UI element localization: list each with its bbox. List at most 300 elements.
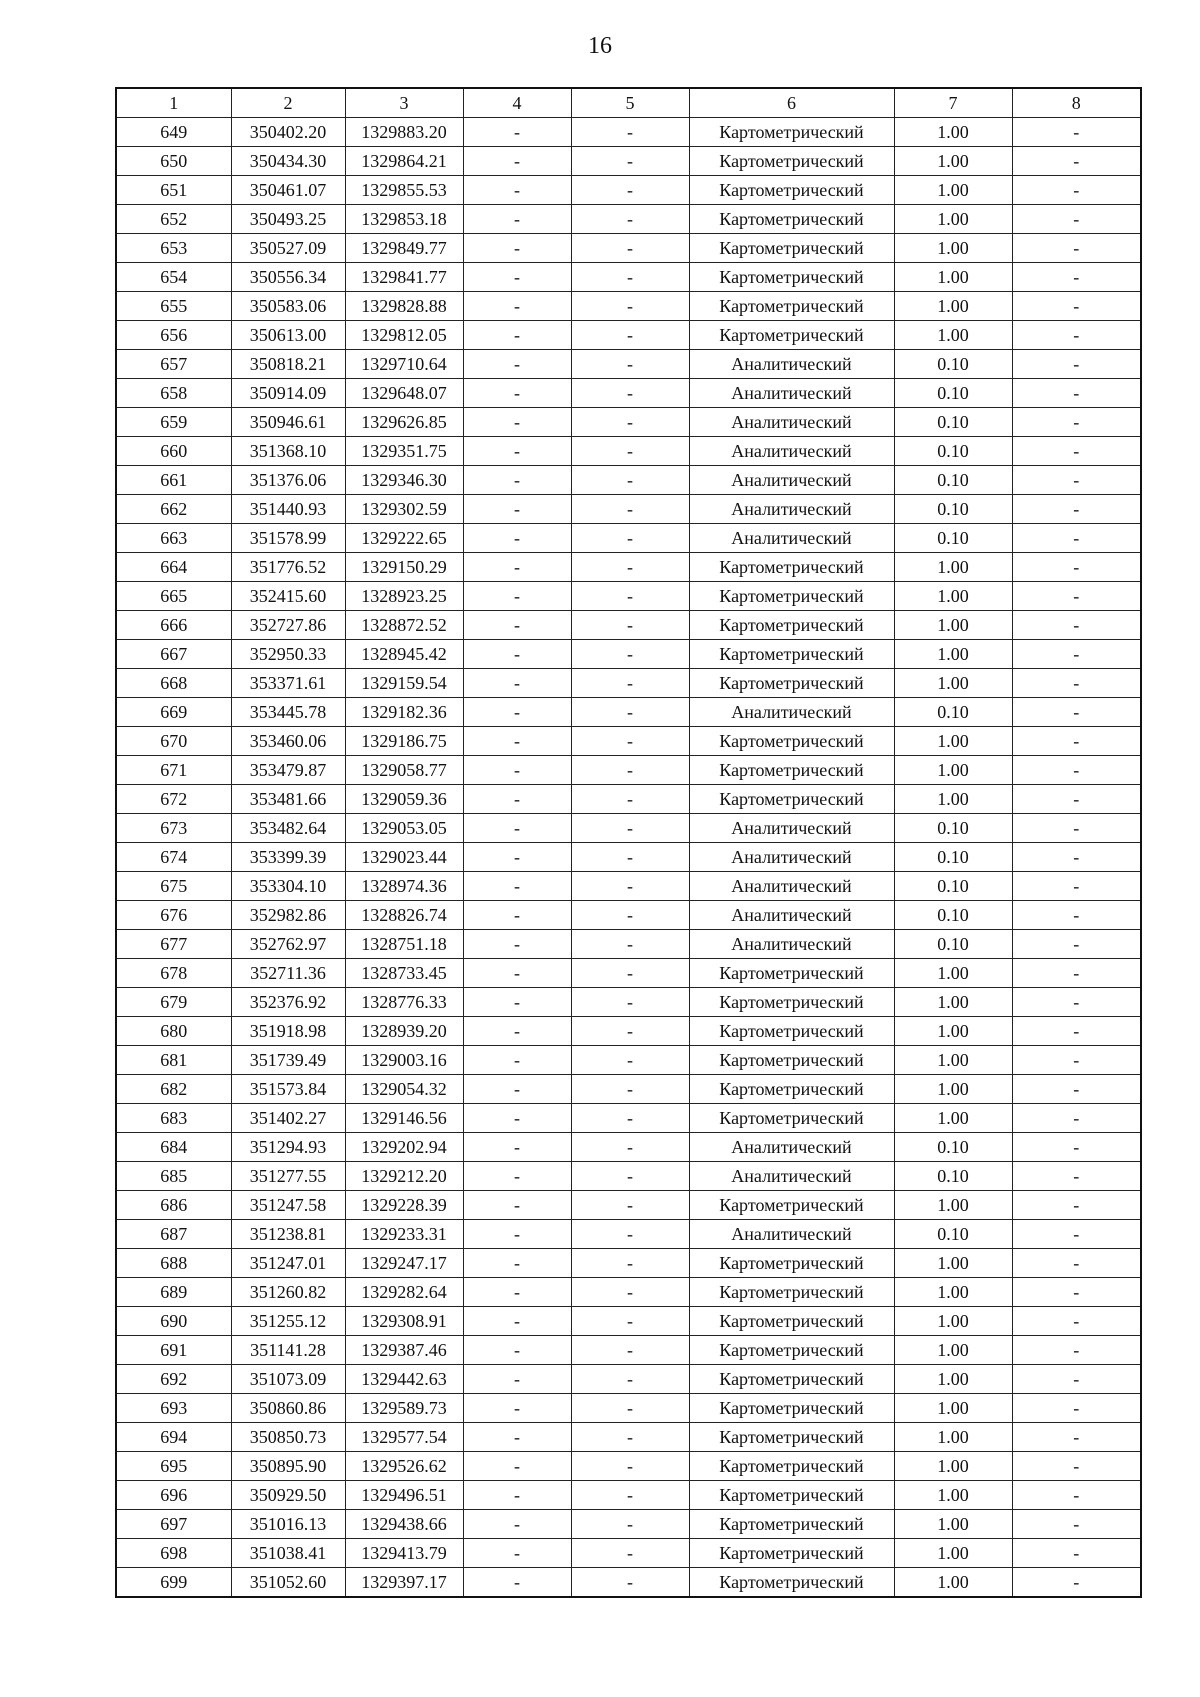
accuracy-cell: 1.00 [894, 1423, 1012, 1452]
x-coordinate-cell: 350929.50 [231, 1481, 345, 1510]
point-number-cell: 677 [116, 930, 231, 959]
y-coordinate-cell: 1329883.20 [345, 118, 463, 147]
col4-cell: - [463, 988, 571, 1017]
y-coordinate-cell: 1329146.56 [345, 1104, 463, 1133]
col5-cell: - [571, 234, 689, 263]
y-coordinate-cell: 1328974.36 [345, 872, 463, 901]
col4-cell: - [463, 785, 571, 814]
col8-cell: - [1012, 379, 1141, 408]
accuracy-cell: 1.00 [894, 1278, 1012, 1307]
col5-cell: - [571, 1539, 689, 1568]
col4-cell: - [463, 379, 571, 408]
point-number-cell: 683 [116, 1104, 231, 1133]
method-cell: Картометрический [689, 1336, 894, 1365]
method-cell: Картометрический [689, 1452, 894, 1481]
col4-cell: - [463, 1307, 571, 1336]
accuracy-cell: 0.10 [894, 495, 1012, 524]
method-cell: Картометрический [689, 1423, 894, 1452]
table-row [116, 1278, 1141, 1307]
col4-cell: - [463, 959, 571, 988]
accuracy-cell: 0.10 [894, 1162, 1012, 1191]
point-number-cell: 676 [116, 901, 231, 930]
y-coordinate-cell: 1329397.17 [345, 1568, 463, 1598]
method-cell: Картометрический [689, 553, 894, 582]
col8-cell: - [1012, 350, 1141, 379]
point-number-cell: 669 [116, 698, 231, 727]
accuracy-cell: 1.00 [894, 669, 1012, 698]
y-coordinate-cell: 1329023.44 [345, 843, 463, 872]
y-coordinate-cell: 1329589.73 [345, 1394, 463, 1423]
col8-cell: - [1012, 901, 1141, 930]
col4-cell: - [463, 872, 571, 901]
x-coordinate-cell: 352950.33 [231, 640, 345, 669]
col8-cell: - [1012, 1510, 1141, 1539]
table-row [116, 234, 1141, 263]
col5-cell: - [571, 1452, 689, 1481]
col5-cell: - [571, 843, 689, 872]
y-coordinate-cell: 1329054.32 [345, 1075, 463, 1104]
x-coordinate-cell: 351578.99 [231, 524, 345, 553]
method-cell: Аналитический [689, 698, 894, 727]
col8-cell: - [1012, 1307, 1141, 1336]
accuracy-cell: 0.10 [894, 901, 1012, 930]
x-coordinate-cell: 352415.60 [231, 582, 345, 611]
col8-cell: - [1012, 147, 1141, 176]
col8-cell: - [1012, 988, 1141, 1017]
col8-cell: - [1012, 292, 1141, 321]
col5-cell: - [571, 1481, 689, 1510]
col8-cell: - [1012, 1075, 1141, 1104]
col5-cell: - [571, 408, 689, 437]
x-coordinate-cell: 350556.34 [231, 263, 345, 292]
accuracy-cell: 1.00 [894, 988, 1012, 1017]
accuracy-cell: 0.10 [894, 698, 1012, 727]
x-coordinate-cell: 350461.07 [231, 176, 345, 205]
col4-cell: - [463, 321, 571, 350]
point-number-cell: 658 [116, 379, 231, 408]
col4-cell: - [463, 1568, 571, 1598]
col4-cell: - [463, 1162, 571, 1191]
y-coordinate-cell: 1329710.64 [345, 350, 463, 379]
table-row [116, 1307, 1141, 1336]
accuracy-cell: 1.00 [894, 1539, 1012, 1568]
accuracy-cell: 1.00 [894, 1510, 1012, 1539]
table-row [116, 1365, 1141, 1394]
method-cell: Аналитический [689, 1220, 894, 1249]
x-coordinate-cell: 353460.06 [231, 727, 345, 756]
point-number-cell: 649 [116, 118, 231, 147]
point-number-cell: 696 [116, 1481, 231, 1510]
table-row [116, 1162, 1141, 1191]
col5-cell: - [571, 1423, 689, 1452]
col4-cell: - [463, 118, 571, 147]
column-header: 6 [689, 88, 894, 118]
y-coordinate-cell: 1328939.20 [345, 1017, 463, 1046]
accuracy-cell: 0.10 [894, 930, 1012, 959]
method-cell: Картометрический [689, 582, 894, 611]
y-coordinate-cell: 1329003.16 [345, 1046, 463, 1075]
y-coordinate-cell: 1329302.59 [345, 495, 463, 524]
col8-cell: - [1012, 1104, 1141, 1133]
accuracy-cell: 1.00 [894, 727, 1012, 756]
col5-cell: - [571, 495, 689, 524]
point-number-cell: 662 [116, 495, 231, 524]
y-coordinate-cell: 1329841.77 [345, 263, 463, 292]
x-coordinate-cell: 351376.06 [231, 466, 345, 495]
table-row [116, 1133, 1141, 1162]
method-cell: Картометрический [689, 1307, 894, 1336]
col8-cell: - [1012, 611, 1141, 640]
accuracy-cell: 1.00 [894, 1394, 1012, 1423]
col5-cell: - [571, 176, 689, 205]
table-row [116, 988, 1141, 1017]
y-coordinate-cell: 1329059.36 [345, 785, 463, 814]
x-coordinate-cell: 351038.41 [231, 1539, 345, 1568]
accuracy-cell: 1.00 [894, 263, 1012, 292]
column-header: 7 [894, 88, 1012, 118]
point-number-cell: 686 [116, 1191, 231, 1220]
table-row [116, 727, 1141, 756]
method-cell: Картометрический [689, 321, 894, 350]
table-row [116, 1191, 1141, 1220]
col8-cell: - [1012, 437, 1141, 466]
col4-cell: - [463, 408, 571, 437]
y-coordinate-cell: 1329308.91 [345, 1307, 463, 1336]
col4-cell: - [463, 1017, 571, 1046]
col8-cell: - [1012, 118, 1141, 147]
point-number-cell: 689 [116, 1278, 231, 1307]
method-cell: Картометрический [689, 611, 894, 640]
y-coordinate-cell: 1329855.53 [345, 176, 463, 205]
col5-cell: - [571, 1365, 689, 1394]
point-number-cell: 699 [116, 1568, 231, 1598]
accuracy-cell: 1.00 [894, 176, 1012, 205]
y-coordinate-cell: 1329222.65 [345, 524, 463, 553]
col4-cell: - [463, 727, 571, 756]
x-coordinate-cell: 350895.90 [231, 1452, 345, 1481]
col8-cell: - [1012, 1481, 1141, 1510]
col4-cell: - [463, 1249, 571, 1278]
col8-cell: - [1012, 640, 1141, 669]
col5-cell: - [571, 611, 689, 640]
x-coordinate-cell: 350613.00 [231, 321, 345, 350]
table-row [116, 321, 1141, 350]
accuracy-cell: 0.10 [894, 1133, 1012, 1162]
col4-cell: - [463, 756, 571, 785]
col8-cell: - [1012, 321, 1141, 350]
x-coordinate-cell: 351073.09 [231, 1365, 345, 1394]
col5-cell: - [571, 437, 689, 466]
accuracy-cell: 1.00 [894, 785, 1012, 814]
point-number-cell: 660 [116, 437, 231, 466]
point-number-cell: 651 [116, 176, 231, 205]
col5-cell: - [571, 1104, 689, 1133]
table-row [116, 1510, 1141, 1539]
accuracy-cell: 0.10 [894, 872, 1012, 901]
col8-cell: - [1012, 698, 1141, 727]
y-coordinate-cell: 1329058.77 [345, 756, 463, 785]
col4-cell: - [463, 1046, 571, 1075]
method-cell: Картометрический [689, 1249, 894, 1278]
col4-cell: - [463, 640, 571, 669]
point-number-cell: 692 [116, 1365, 231, 1394]
point-number-cell: 694 [116, 1423, 231, 1452]
x-coordinate-cell: 351016.13 [231, 1510, 345, 1539]
table-row [116, 495, 1141, 524]
table-row [116, 1452, 1141, 1481]
col4-cell: - [463, 669, 571, 698]
point-number-cell: 688 [116, 1249, 231, 1278]
column-header: 1 [116, 88, 231, 118]
x-coordinate-cell: 351277.55 [231, 1162, 345, 1191]
col5-cell: - [571, 553, 689, 582]
accuracy-cell: 1.00 [894, 640, 1012, 669]
method-cell: Картометрический [689, 1017, 894, 1046]
method-cell: Картометрический [689, 1278, 894, 1307]
y-coordinate-cell: 1328733.45 [345, 959, 463, 988]
col4-cell: - [463, 1191, 571, 1220]
y-coordinate-cell: 1329853.18 [345, 205, 463, 234]
point-number-cell: 665 [116, 582, 231, 611]
table-row [116, 553, 1141, 582]
accuracy-cell: 1.00 [894, 292, 1012, 321]
x-coordinate-cell: 351238.81 [231, 1220, 345, 1249]
col5-cell: - [571, 1278, 689, 1307]
table-row [116, 814, 1141, 843]
y-coordinate-cell: 1328751.18 [345, 930, 463, 959]
point-number-cell: 672 [116, 785, 231, 814]
col8-cell: - [1012, 843, 1141, 872]
x-coordinate-cell: 353479.87 [231, 756, 345, 785]
method-cell: Картометрический [689, 205, 894, 234]
method-cell: Аналитический [689, 495, 894, 524]
col4-cell: - [463, 350, 571, 379]
col5-cell: - [571, 901, 689, 930]
y-coordinate-cell: 1329247.17 [345, 1249, 463, 1278]
y-coordinate-cell: 1329648.07 [345, 379, 463, 408]
col4-cell: - [463, 205, 571, 234]
col5-cell: - [571, 1394, 689, 1423]
col4-cell: - [463, 611, 571, 640]
col8-cell: - [1012, 1452, 1141, 1481]
y-coordinate-cell: 1329053.05 [345, 814, 463, 843]
point-number-cell: 693 [116, 1394, 231, 1423]
method-cell: Картометрический [689, 1510, 894, 1539]
x-coordinate-cell: 350860.86 [231, 1394, 345, 1423]
col5-cell: - [571, 756, 689, 785]
method-cell: Аналитический [689, 1162, 894, 1191]
col8-cell: - [1012, 582, 1141, 611]
x-coordinate-cell: 351440.93 [231, 495, 345, 524]
col4-cell: - [463, 1278, 571, 1307]
table-row [116, 292, 1141, 321]
table-row [116, 756, 1141, 785]
accuracy-cell: 0.10 [894, 437, 1012, 466]
col4-cell: - [463, 466, 571, 495]
method-cell: Картометрический [689, 640, 894, 669]
col5-cell: - [571, 205, 689, 234]
col5-cell: - [571, 524, 689, 553]
table-row [116, 437, 1141, 466]
coordinates-table [115, 87, 1142, 1598]
col5-cell: - [571, 930, 689, 959]
method-cell: Картометрический [689, 959, 894, 988]
y-coordinate-cell: 1328826.74 [345, 901, 463, 930]
col5-cell: - [571, 1510, 689, 1539]
col5-cell: - [571, 872, 689, 901]
col5-cell: - [571, 1017, 689, 1046]
x-coordinate-cell: 351776.52 [231, 553, 345, 582]
col8-cell: - [1012, 1394, 1141, 1423]
method-cell: Картометрический [689, 147, 894, 176]
method-cell: Картометрический [689, 1046, 894, 1075]
table-row [116, 1568, 1141, 1598]
method-cell: Аналитический [689, 901, 894, 930]
col4-cell: - [463, 1539, 571, 1568]
col4-cell: - [463, 176, 571, 205]
col4-cell: - [463, 930, 571, 959]
point-number-cell: 655 [116, 292, 231, 321]
col5-cell: - [571, 1307, 689, 1336]
method-cell: Картометрический [689, 1075, 894, 1104]
table-row [116, 698, 1141, 727]
col4-cell: - [463, 553, 571, 582]
table-row [116, 1017, 1141, 1046]
col8-cell: - [1012, 727, 1141, 756]
col4-cell: - [463, 495, 571, 524]
col8-cell: - [1012, 872, 1141, 901]
y-coordinate-cell: 1329849.77 [345, 234, 463, 263]
accuracy-cell: 1.00 [894, 1046, 1012, 1075]
y-coordinate-cell: 1329233.31 [345, 1220, 463, 1249]
col8-cell: - [1012, 234, 1141, 263]
column-header: 3 [345, 88, 463, 118]
y-coordinate-cell: 1329577.54 [345, 1423, 463, 1452]
accuracy-cell: 1.00 [894, 1481, 1012, 1510]
col5-cell: - [571, 1133, 689, 1162]
table-row [116, 524, 1141, 553]
x-coordinate-cell: 351402.27 [231, 1104, 345, 1133]
x-coordinate-cell: 352762.97 [231, 930, 345, 959]
accuracy-cell: 1.00 [894, 234, 1012, 263]
y-coordinate-cell: 1328945.42 [345, 640, 463, 669]
table-row [116, 1394, 1141, 1423]
col5-cell: - [571, 350, 689, 379]
table-row [116, 785, 1141, 814]
y-coordinate-cell: 1329228.39 [345, 1191, 463, 1220]
col8-cell: - [1012, 1336, 1141, 1365]
table-row [116, 176, 1141, 205]
col8-cell: - [1012, 756, 1141, 785]
method-cell: Аналитический [689, 350, 894, 379]
accuracy-cell: 1.00 [894, 1307, 1012, 1336]
col8-cell: - [1012, 263, 1141, 292]
x-coordinate-cell: 351247.58 [231, 1191, 345, 1220]
point-number-cell: 675 [116, 872, 231, 901]
table-row [116, 582, 1141, 611]
point-number-cell: 652 [116, 205, 231, 234]
point-number-cell: 667 [116, 640, 231, 669]
point-number-cell: 670 [116, 727, 231, 756]
point-number-cell: 659 [116, 408, 231, 437]
accuracy-cell: 1.00 [894, 582, 1012, 611]
accuracy-cell: 0.10 [894, 843, 1012, 872]
point-number-cell: 691 [116, 1336, 231, 1365]
accuracy-cell: 1.00 [894, 321, 1012, 350]
y-coordinate-cell: 1329812.05 [345, 321, 463, 350]
point-number-cell: 685 [116, 1162, 231, 1191]
method-cell: Аналитический [689, 524, 894, 553]
col4-cell: - [463, 1104, 571, 1133]
accuracy-cell: 1.00 [894, 756, 1012, 785]
method-cell: Аналитический [689, 814, 894, 843]
col8-cell: - [1012, 1278, 1141, 1307]
method-cell: Аналитический [689, 437, 894, 466]
method-cell: Аналитический [689, 843, 894, 872]
x-coordinate-cell: 351255.12 [231, 1307, 345, 1336]
method-cell: Аналитический [689, 872, 894, 901]
y-coordinate-cell: 1328872.52 [345, 611, 463, 640]
x-coordinate-cell: 353371.61 [231, 669, 345, 698]
table-row [116, 1481, 1141, 1510]
col5-cell: - [571, 669, 689, 698]
point-number-cell: 678 [116, 959, 231, 988]
col5-cell: - [571, 785, 689, 814]
x-coordinate-cell: 351294.93 [231, 1133, 345, 1162]
table-row [116, 147, 1141, 176]
table-row [116, 1249, 1141, 1278]
point-number-cell: 681 [116, 1046, 231, 1075]
col5-cell: - [571, 1568, 689, 1598]
x-coordinate-cell: 351052.60 [231, 1568, 345, 1598]
col4-cell: - [463, 1365, 571, 1394]
col4-cell: - [463, 1394, 571, 1423]
y-coordinate-cell: 1328776.33 [345, 988, 463, 1017]
table-row [116, 640, 1141, 669]
table-row [116, 408, 1141, 437]
col8-cell: - [1012, 1423, 1141, 1452]
x-coordinate-cell: 350914.09 [231, 379, 345, 408]
x-coordinate-cell: 353482.64 [231, 814, 345, 843]
col4-cell: - [463, 843, 571, 872]
accuracy-cell: 1.00 [894, 118, 1012, 147]
table-row [116, 118, 1141, 147]
point-number-cell: 656 [116, 321, 231, 350]
col8-cell: - [1012, 814, 1141, 843]
y-coordinate-cell: 1329159.54 [345, 669, 463, 698]
col4-cell: - [463, 582, 571, 611]
point-number-cell: 684 [116, 1133, 231, 1162]
method-cell: Картометрический [689, 669, 894, 698]
accuracy-cell: 1.00 [894, 611, 1012, 640]
accuracy-cell: 1.00 [894, 1191, 1012, 1220]
x-coordinate-cell: 352376.92 [231, 988, 345, 1017]
col8-cell: - [1012, 1191, 1141, 1220]
col5-cell: - [571, 292, 689, 321]
y-coordinate-cell: 1329212.20 [345, 1162, 463, 1191]
accuracy-cell: 0.10 [894, 524, 1012, 553]
table-row [116, 843, 1141, 872]
table-row [116, 959, 1141, 988]
col4-cell: - [463, 1452, 571, 1481]
table-header-row [116, 88, 1141, 118]
method-cell: Картометрический [689, 176, 894, 205]
x-coordinate-cell: 350493.25 [231, 205, 345, 234]
y-coordinate-cell: 1329387.46 [345, 1336, 463, 1365]
point-number-cell: 661 [116, 466, 231, 495]
col8-cell: - [1012, 1133, 1141, 1162]
method-cell: Картометрический [689, 727, 894, 756]
